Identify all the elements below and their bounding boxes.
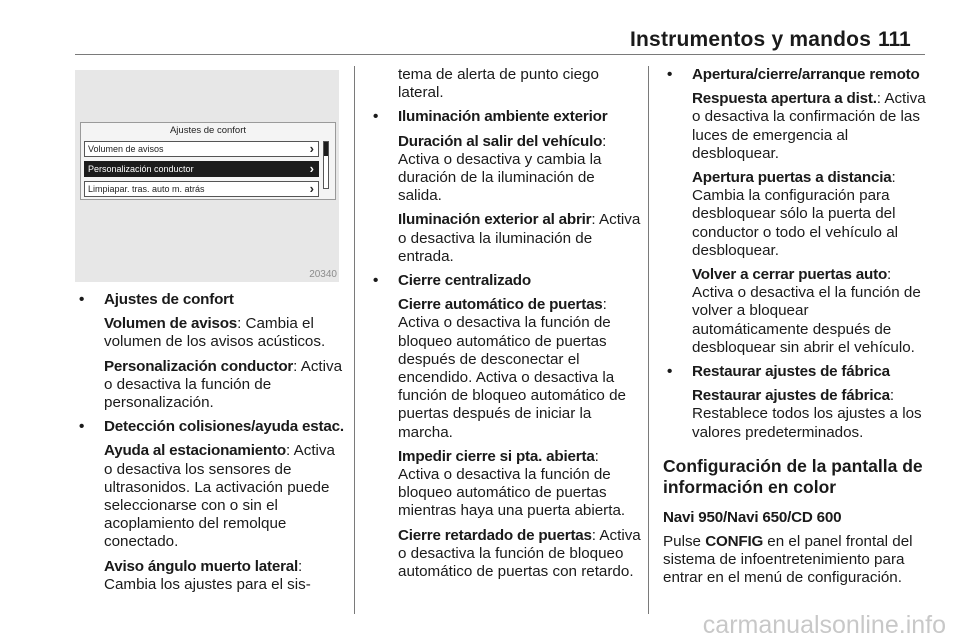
bullet-restaurar: • Restaurar ajustes de fábrica [663,363,928,381]
scrollbar-thumb[interactable] [324,142,328,156]
item-personalizacion: Personalización conductor: Activa o desactiva la función de personalización. [104,357,343,412]
menu-item-personalizacion[interactable] [84,161,319,177]
item-volver-cerrar: Volver a cerrar puertas auto: Activa o desactiva el la función de volver a bloquear automáticamente después de desbloquear sin abrir el vehículo. [692,266,921,356]
section-heading: Configuración de la pantalla de información en color [663,455,923,497]
menu-item-label: Volumen de avisos [88,144,164,154]
column-1 [75,291,347,594]
menu-item-label: Limpiapar. tras. auto m. atrás [88,184,205,194]
item-apertura-puertas: Apertura puertas a distancia: Cambia la configuración para desbloquear sólo la puerta del conductor o todo el vehículo al desbloquear. [692,169,899,259]
display-screen [80,122,336,200]
column-divider-1 [354,66,355,614]
chevron-right-icon: › [309,181,314,196]
item-aviso-angulo: Aviso ángulo muerto lateral: Cambia los ajustes para el sis- [104,557,311,593]
header-rule [75,54,925,55]
comfort-settings-figure [75,70,339,282]
column-3 [663,66,928,588]
chevron-right-icon: › [309,161,314,176]
chevron-right-icon: › [309,141,314,156]
menu-item-limpiapar[interactable] [84,181,319,197]
item-ayuda-estacionamiento: Ayuda al estacionamiento: Activa o desactiva los sensores de ultrasonidos. La activación puede seleccionarse con o sin el acoplamiento del remolque conectado. [104,442,335,551]
item-respuesta-apertura: Respuesta apertura a dist.: Activa o desactiva la confirmación de las luces de emergencia al desbloquear. [692,90,926,162]
bullet-deteccion-colisiones: • Detección colisiones/ayuda estac. [75,418,347,436]
figure-code: 20340 [309,269,337,280]
running-header-title: Instrumentos y mandos [630,28,872,51]
pulse-config-paragraph: Pulse CONFIG en el panel frontal del sistema de infoentretenimiento para entrar en el menú de configuración. [663,533,913,587]
menu-scrollbar[interactable] [323,141,329,189]
column-divider-2 [648,66,649,614]
item-continuation: tema de alerta de punto ciego lateral. [398,66,599,102]
item-cierre-automatico: Cierre automático de puertas: Activa o desactiva la función de bloqueo automático de puertas después de desconectar el encendido. Activa o desactiva la función de bloqueo automático de puertas después de iniciar la marcha. [398,296,626,441]
column-2 [369,66,641,581]
item-volumen-avisos: Volumen de avisos: Cambia el volumen de los avisos acústicos. [104,315,326,351]
item-impedir-cierre: Impedir cierre si pta. abierta: Activa o desactiva la función de bloqueo automático de puertas mientras haya una puerta abierta. [398,447,626,520]
item-restaurar: Restaurar ajustes de fábrica: Restablece todos los ajustes a los valores predeterminados. [692,387,922,441]
menu-item-volumen-avisos[interactable] [84,141,319,157]
bullet-cierre-centralizado: • Cierre centralizado [369,272,641,290]
bullet-iluminacion-ambiente: • Iluminación ambiente exterior [369,108,641,126]
watermark: carmanualsonline.info [702,611,946,639]
bullet-apertura-remoto: • Apertura/cierre/arranque remoto [663,66,928,84]
navi-heading: Navi 950/Navi 650/CD 600 [663,508,842,526]
bullet-ajustes-confort: • Ajustes de confort [75,291,347,309]
page-number: 111 [878,28,911,51]
item-duracion-salir: Duración al salir del vehículo: Activa o desactiva y cambia la duración de la iluminación de salida. [398,132,607,205]
item-cierre-retardado: Cierre retardado de puertas: Activa o desactiva la función de bloqueo automático de puertas con retardo. [398,526,641,581]
item-iluminacion-abrir: Iluminación exterior al abrir: Activa o desactiva la iluminación de entrada. [398,211,641,265]
screen-title: Ajustes de confort [169,125,247,136]
menu-item-label: Personalización conductor [88,164,194,174]
